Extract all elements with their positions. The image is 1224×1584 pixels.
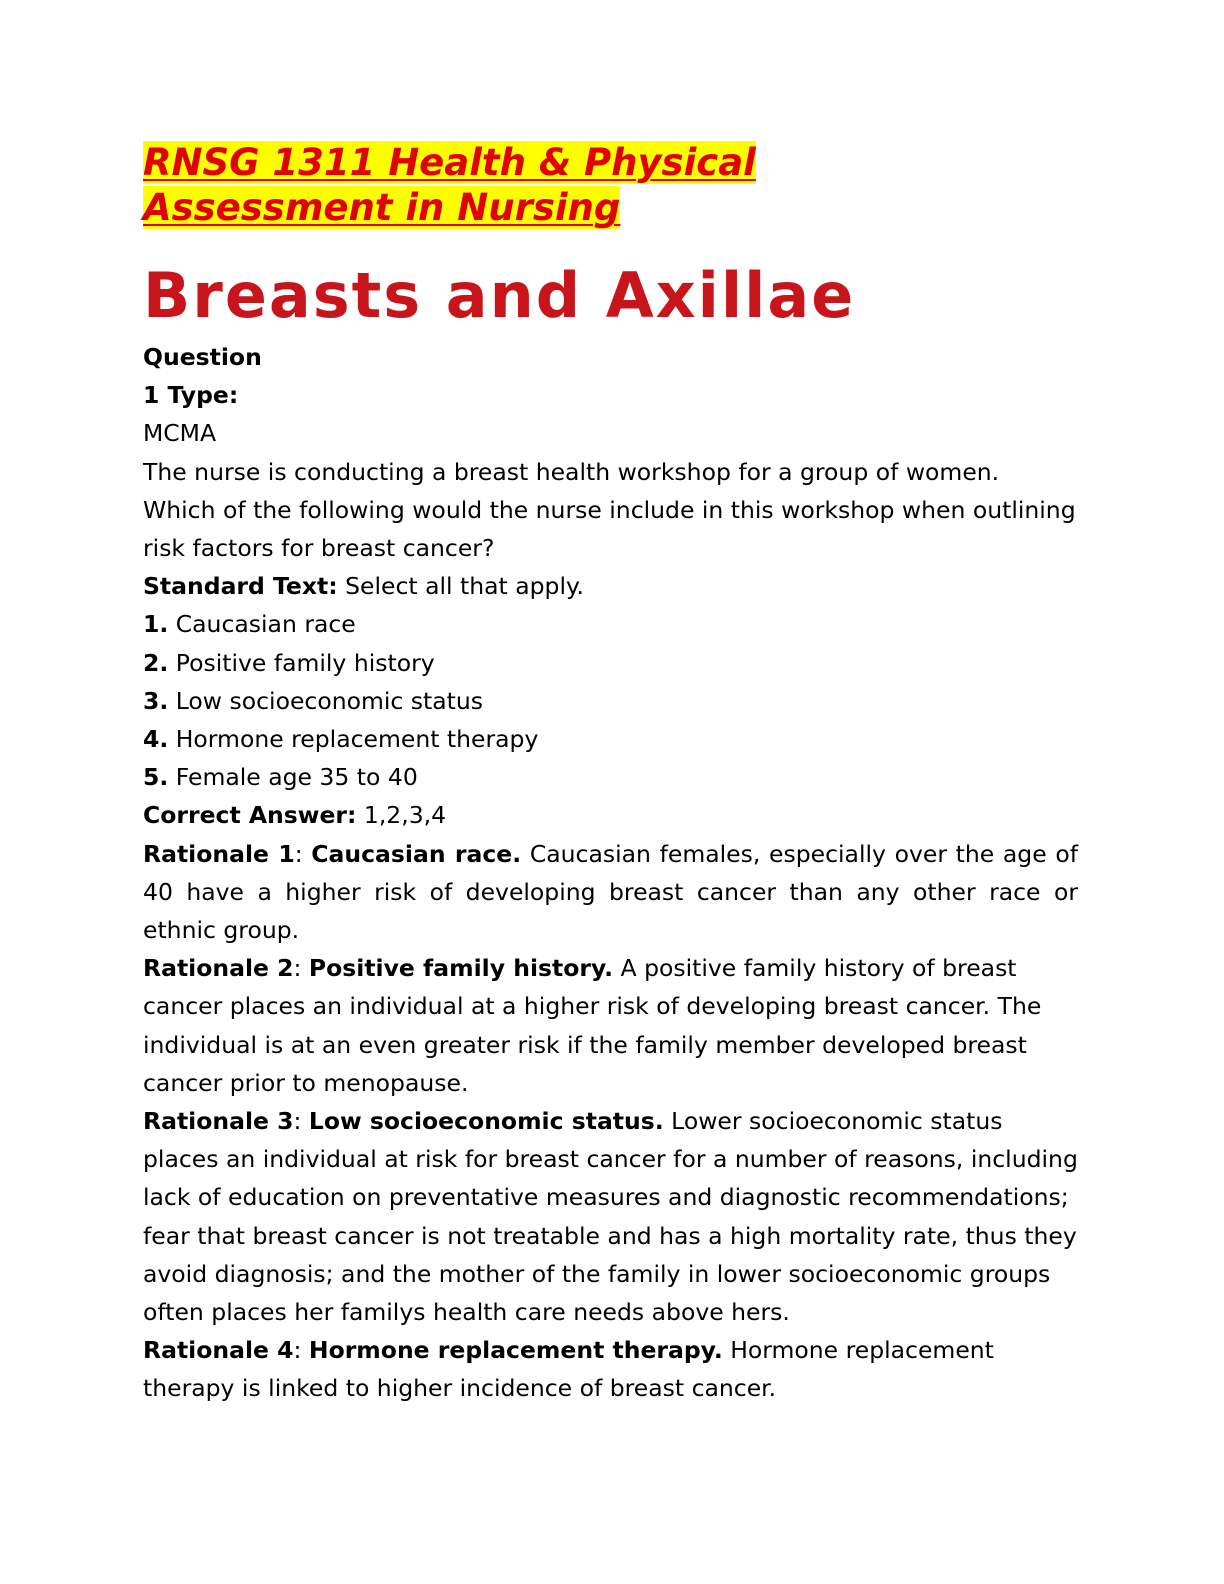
course-title-line-2: Assessment in Nursing xyxy=(143,186,621,229)
course-title xyxy=(143,140,1078,230)
correct-answer-label: Correct Answer: xyxy=(143,801,357,830)
standard-text-value: Select all that apply. xyxy=(337,572,585,601)
rationale-text: A positive family history of breast cancer places an individual at a higher risk of developing breast cancer. The individual is at an even greater risk if the family member developed breast cancer prior to menopause. xyxy=(143,954,1042,1097)
option-number: 5. xyxy=(143,763,169,792)
question-type: MCMA xyxy=(143,419,217,448)
rationale-separator: : xyxy=(293,1336,309,1365)
document-page xyxy=(143,140,1078,1408)
option-text: Positive family history xyxy=(168,648,435,677)
rationale-2 xyxy=(143,949,1078,1102)
rationale-text: Caucasian females, especially over the age of 40 have a higher risk of developing breast cancer than any other race or ethnic group. xyxy=(143,839,1078,945)
rationale-text: Hormone replacement therapy is linked to higher incidence of breast cancer. xyxy=(143,1336,994,1403)
course-title-line-1: RNSG 1311 Health & Physical xyxy=(143,141,756,184)
option-number: 2. xyxy=(143,648,169,677)
rationale-separator: : xyxy=(293,954,309,983)
option-number: 4. xyxy=(143,725,169,754)
topic-title: Breasts and Axillae xyxy=(143,259,856,332)
option-number: 3. xyxy=(143,686,169,715)
rationale-3 xyxy=(143,1102,1078,1331)
standard-text-label: Standard Text: xyxy=(143,572,338,601)
question-type-label: 1 Type: xyxy=(143,381,239,410)
rationale-separator: : xyxy=(293,1107,309,1136)
rationale-label: Rationale 4 xyxy=(143,1336,294,1365)
rationale-4 xyxy=(143,1331,1078,1407)
rationale-title: Low socioeconomic status. xyxy=(308,1107,664,1136)
option-text: Female age 35 to 40 xyxy=(168,763,418,792)
standard-text xyxy=(143,567,1078,605)
option-item xyxy=(143,644,1078,682)
rationale-label: Rationale 2 xyxy=(143,954,294,983)
question-block xyxy=(143,338,1078,1408)
question-stem: The nurse is conducting a breast health workshop for a group of women. Which of the following would the nurse include in this workshop when outlining risk factors for breast cancer? xyxy=(143,457,1076,563)
question-label: Question xyxy=(143,343,262,371)
option-item xyxy=(143,605,1078,643)
option-item xyxy=(143,720,1078,758)
correct-answer-value: 1,2,3,4 xyxy=(356,801,447,830)
rationale-1 xyxy=(143,835,1078,950)
option-item xyxy=(143,682,1078,720)
option-item xyxy=(143,758,1078,796)
rationale-separator: : xyxy=(294,839,312,868)
rationale-title: Hormone replacement therapy. xyxy=(308,1336,723,1365)
rationale-title: Positive family history. xyxy=(308,954,614,983)
option-text: Hormone replacement therapy xyxy=(168,725,539,754)
rationale-label: Rationale 1 xyxy=(143,839,295,868)
rationale-title: Caucasian race. xyxy=(311,839,522,868)
option-text: Low socioeconomic status xyxy=(168,686,483,715)
rationale-text: Lower socioeconomic status places an individual at risk for breast cancer for a number of reasons, including lack of education on preventative measures and diagnostic recommendations; fear that breast cancer is not treatable and has a high mortality rate, thus they avoid diagnosis; and the mother of the family in lower socioeconomic groups often places her familys health care needs above hers. xyxy=(143,1107,1078,1327)
option-text: Caucasian race xyxy=(168,610,356,639)
rationale-label: Rationale 3 xyxy=(143,1107,294,1136)
correct-answer xyxy=(143,796,1078,834)
option-number: 1. xyxy=(143,610,169,639)
